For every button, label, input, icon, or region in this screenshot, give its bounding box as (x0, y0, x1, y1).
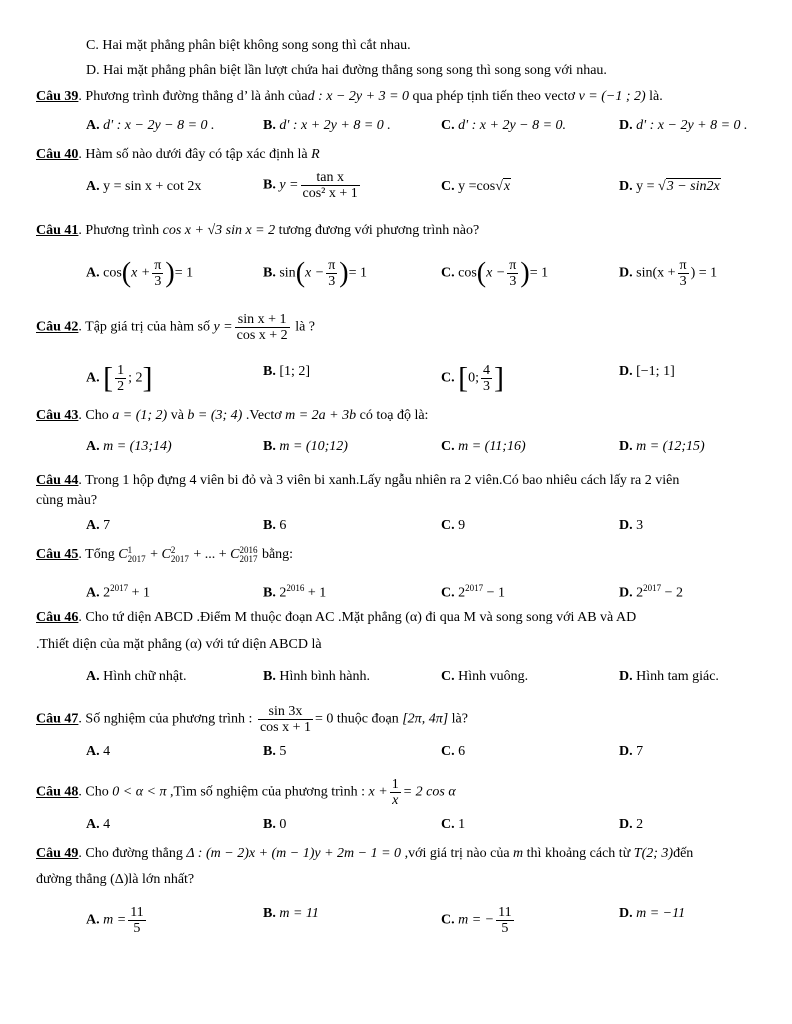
option-c: C. 6 (441, 744, 466, 759)
option-b: B. Hình bình hành. (263, 669, 370, 684)
option-b: B. 6 (263, 518, 287, 533)
question-number: Câu 47 (36, 711, 79, 727)
question-text: thì khoảng cách từ (523, 846, 634, 861)
question-number: Câu 43 (36, 408, 79, 423)
question-text: đến (673, 846, 694, 861)
option-b: B. m = 11 (263, 906, 319, 921)
option-a: A. m = (13;14) (86, 439, 172, 454)
option-d: D. 7 (619, 744, 644, 759)
option-b: B. sin(x − $\frac{\pi}{3}$ )= 1 (263, 257, 367, 289)
option-d: D. m = −11 (619, 906, 686, 921)
question-text: có toạ độ là: (356, 408, 429, 423)
math-expr: = 0 (315, 711, 334, 727)
question-49 (36, 845, 693, 863)
option-c: C. Hình vuông. (441, 669, 529, 684)
question-46-line2: .Thiết diện của mặt phẳng (α) với tứ diện ABCD là (36, 637, 322, 652)
math-expr: 0 < α < π (112, 784, 167, 800)
question-number: Câu 39 (36, 89, 79, 104)
option-b: B. [1; 2] (263, 364, 311, 379)
option-b: B. m = (10;12) (263, 439, 348, 454)
option-a: A. d' : x − 2y − 8 = 0 . (86, 118, 215, 133)
option-d: D. m = (12;15) (619, 439, 705, 454)
question-number: Câu 44 (36, 473, 79, 488)
question-41 (36, 222, 479, 240)
math-expr: C (230, 547, 240, 563)
question-number: Câu 41 (36, 223, 79, 238)
option-c: C. m = − $\frac{11}{5}$ (441, 905, 512, 936)
question-text: .Vectơ (242, 408, 286, 423)
option-c: C. y =cos√x (441, 179, 511, 194)
question-number: Câu 46 (36, 610, 79, 625)
option-a: A. 4 (86, 744, 111, 759)
option-c: C. $2^{2017} - 1$ (441, 583, 506, 601)
question-47: Câu 47. Số nghiệm của phương trình : $\frac{\sin 3x}{\text{cos x + 1}}$ = 0 thuộc đoạn [2π, 4π] là? (36, 704, 468, 735)
vector-a: a = (1; 2) (112, 408, 168, 423)
question-text: tương đương với phương trình nào? (275, 223, 480, 238)
option-d: D. sin(x + $\frac{\pi}{3}$ ) = 1 (619, 258, 718, 289)
question-text: là? (448, 711, 468, 727)
option-a: A. y = sin x + cot 2x (86, 179, 202, 194)
question-text: . Cho tứ diện ABCD .Điểm M thuộc đoạn AC .Mặt phẳng (α) đi qua M và song song với AB và AD (78, 610, 637, 625)
math-expr: = 2 cos α (402, 784, 456, 800)
question-text: bằng: (258, 547, 294, 563)
option-b: B. 5 (263, 744, 287, 759)
math-expr: C (161, 547, 171, 563)
option-d: D. 2 (619, 817, 644, 832)
question-42: Câu 42. Tập giá trị của hàm số y = $\frac{\text{sin x + 1}}{\text{cos x + 2}}$ là ? (36, 312, 316, 343)
question-text: . Phương trình (78, 223, 163, 238)
option-a: A. [ $\frac{1}{2}$ ; 2] (86, 361, 153, 395)
binomial-index: 2016 2017 (239, 545, 258, 564)
question-44 (36, 472, 679, 490)
option-a: A. 7 (86, 518, 111, 533)
question-text: qua phép tịnh tiến theo vectơ (409, 89, 579, 104)
math-expr: m (513, 846, 524, 861)
question-text: . Số nghiệm của phương trình : (78, 711, 256, 727)
question-46 (36, 609, 636, 627)
math-expr: x + (368, 784, 388, 800)
question-48: Câu 48. Cho 0 < α < π ,Tìm số nghiệm của phương trình : x + $\frac{1}{x}$ = 2 cos α (36, 777, 456, 808)
question-43 (36, 407, 428, 425)
vector-b: b = (3; 4) (187, 408, 243, 423)
option-d-q38: D. Hai mặt phẳng phân biệt lần lượt chứa hai đường thẳng song song thì song song với nhau. (86, 63, 607, 78)
binomial-index: 1 2017 (127, 545, 146, 564)
question-number: Câu 45 (36, 547, 79, 563)
question-text: . Cho đường thẳng (78, 846, 187, 861)
question-45 (36, 546, 293, 564)
question-text: . Trong 1 hộp đựng 4 viên bi đỏ và 3 viên bi xanh.Lấy ngẫu nhiên ra 2 viên.Có bao nhiêu cách lấy ra 2 viên (78, 473, 680, 488)
math-expr: + ... + (189, 547, 231, 563)
math-expr: cos x + √3 sin x = 2 (162, 223, 276, 238)
question-49-line2: đường thẳng (Δ)là lớn nhất? (36, 872, 195, 887)
question-text: ,với giá trị nào của (401, 846, 514, 861)
question-text: . Tổng (78, 547, 119, 563)
option-b: B. d' : x + 2y + 8 = 0 . (263, 118, 391, 133)
math-expr: Δ : (m − 2)x + (m − 1)y + 2m − 1 = 0 (186, 846, 402, 861)
option-d: D. [−1; 1] (619, 364, 675, 379)
option-c: C. m = (11;16) (441, 439, 526, 454)
vector-v: v = (−1 ; 2) (578, 89, 646, 104)
question-39 (36, 88, 663, 106)
math-expr: d : x − 2y + 3 = 0 (307, 89, 410, 104)
math-expr: R (311, 147, 320, 162)
math-expr: + (146, 547, 162, 563)
question-40 (36, 146, 320, 164)
option-d: D. d' : x − 2y + 8 = 0 . (619, 118, 748, 133)
question-text: thuộc đoạn (333, 711, 403, 727)
option-c: C. cos(x − $\frac{\pi}{3}$ )= 1 (441, 257, 549, 289)
vector-m: m = 2a + 3b (285, 408, 357, 423)
option-c: C. 1 (441, 817, 466, 832)
question-number: Câu 40 (36, 147, 79, 162)
question-text: . Hàm số nào dưới đây có tập xác định là (78, 147, 312, 162)
option-c: C. [0; $\frac{4}{3}$ ] (441, 361, 505, 395)
question-text: . Cho (78, 408, 113, 423)
question-text: . Phương trình đường thẳng d’ là ảnh của (78, 89, 308, 104)
question-number: Câu 49 (36, 846, 79, 861)
question-text: ,Tìm số nghiệm của phương trình : (166, 784, 369, 800)
option-d: D. 3 (619, 518, 644, 533)
question-text: là ? (291, 319, 316, 335)
math-expr: y = (213, 319, 233, 335)
option-c-q38: C. Hai mặt phẳng phân biệt không song song thì cắt nhau. (86, 38, 411, 53)
math-expr: T(2; 3) (633, 846, 674, 861)
option-a: A. 4 (86, 817, 111, 832)
question-number: Câu 48 (36, 784, 79, 800)
option-a: A. Hình chữ nhật. (86, 669, 187, 684)
option-b: B. y = $\frac{\text{tan x}}{\text{cos² x + 1}}$ (263, 170, 358, 201)
option-a: A. $2^{2017} + 1$ (86, 583, 151, 601)
option-d: D. y = √3 − sin2x (619, 179, 720, 194)
option-c: C. d' : x + 2y − 8 = 0. (441, 118, 567, 133)
option-a: A. m = $\frac{11}{5}$ (86, 905, 144, 936)
option-d: D. $2^{2017} - 2$ (619, 583, 684, 601)
option-a: A. cos(x + $\frac{\pi}{3}$ )= 1 (86, 257, 194, 289)
question-number: Câu 42 (36, 319, 79, 335)
question-text: . Cho (78, 784, 113, 800)
option-c: C. 9 (441, 518, 466, 533)
question-text: và (167, 408, 188, 423)
math-expr: C (118, 547, 128, 563)
math-expr: [2π, 4π] (402, 711, 449, 727)
question-44-line2: cùng màu? (36, 493, 98, 508)
binomial-index: 2 2017 (170, 545, 189, 564)
option-b: B. $2^{2016} + 1$ (263, 583, 327, 601)
question-text: là. (645, 89, 663, 104)
option-d: D. Hình tam giác. (619, 669, 719, 684)
question-text: . Tập giá trị của hàm số (78, 319, 214, 335)
option-b: B. 0 (263, 817, 287, 832)
